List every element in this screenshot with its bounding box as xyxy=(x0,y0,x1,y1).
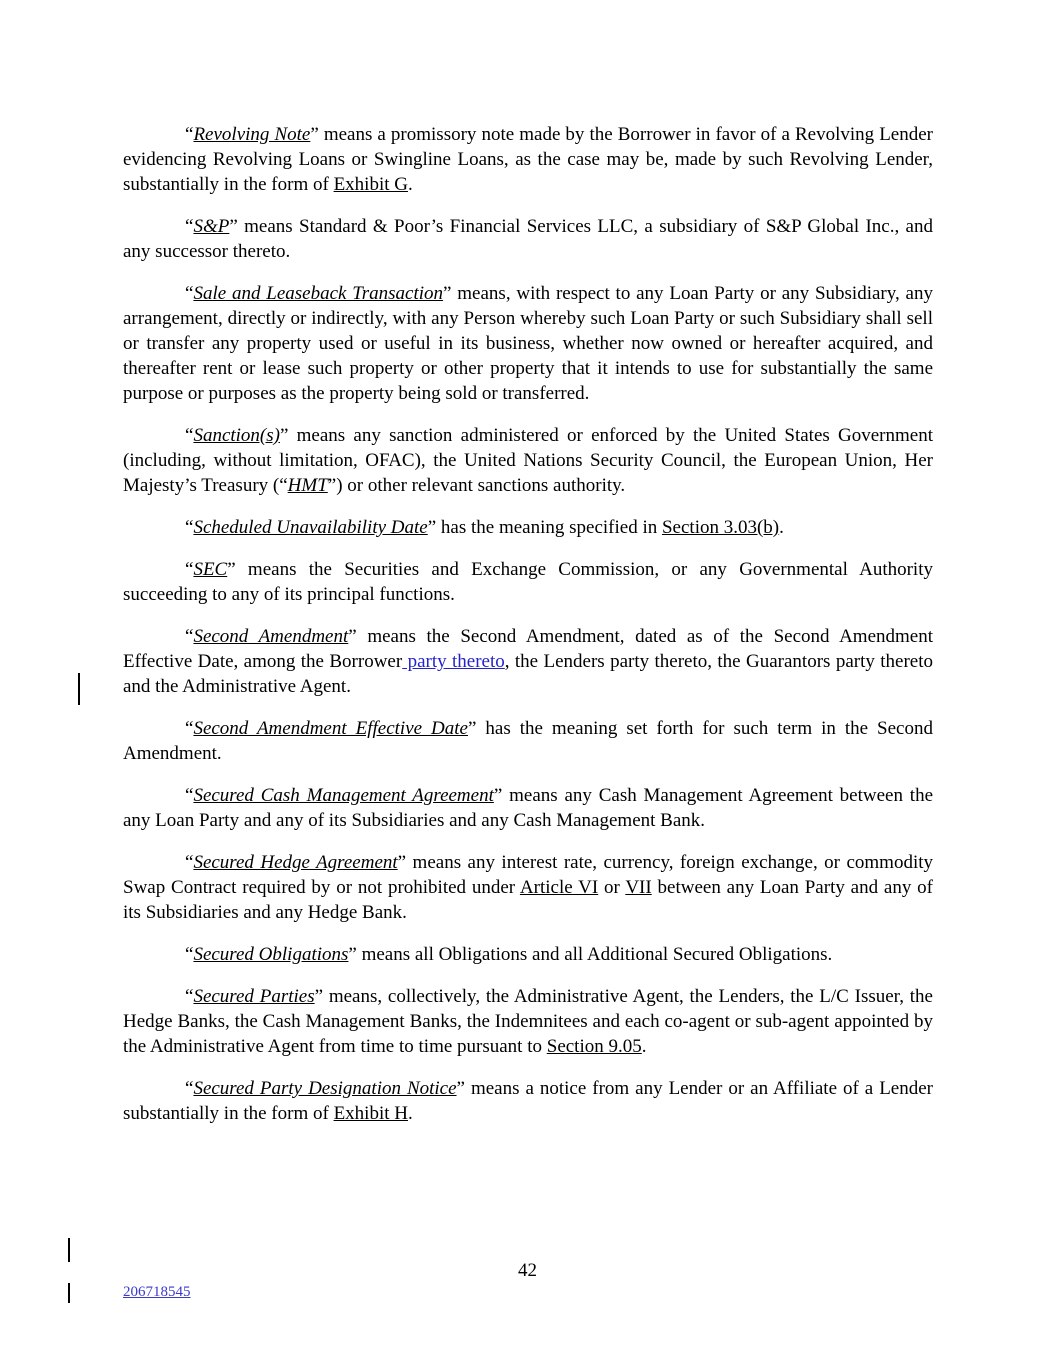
text-run: ” means any Cash Management Agreement between the any Loan Party and any of its Subsidiaries and any Cash Management Bank. xyxy=(123,785,933,831)
text-run: , the Lenders party thereto, the Guarantors party thereto and the Administrative Agent. xyxy=(123,651,933,697)
text-run: ” means a promissory note made by the Borrower in favor of a Revolving Lender evidencing Revolving Loans or Swingline Loans, as the case may be, made by such Revolving Lender, substantially in the form of xyxy=(123,124,933,195)
text-run: “ xyxy=(185,425,194,446)
definition-scheduled-unavailability-date xyxy=(123,515,933,540)
defined-term: SEC xyxy=(193,559,228,580)
definition-secured-parties xyxy=(123,984,933,1059)
cross-reference: Article VI xyxy=(519,877,599,898)
defined-term: Sanction(s) xyxy=(193,425,280,446)
text-run: “ xyxy=(185,216,194,237)
definition-secured-obligations xyxy=(123,942,933,967)
text-run: . xyxy=(779,517,784,538)
revision-change-bar xyxy=(68,1238,70,1262)
text-run: “ xyxy=(185,124,194,145)
defined-term: Secured Cash Management Agreement xyxy=(193,785,494,806)
defined-term: Secured Party Designation Notice xyxy=(193,1078,457,1099)
definition-second-amendment xyxy=(123,624,933,699)
definition-secured-hedge-agreement xyxy=(123,850,933,925)
defined-term: Sale and Leaseback Transaction xyxy=(193,283,444,304)
text-run: “ xyxy=(185,986,194,1007)
definition-sec xyxy=(123,557,933,607)
text-run: “ xyxy=(185,944,194,965)
cross-reference: Section 3.03(b) xyxy=(661,517,780,538)
text-run: “ xyxy=(185,626,194,647)
defined-term: HMT xyxy=(287,475,328,496)
text-run: “ xyxy=(185,283,194,304)
text-run: ” means the Second Amendment, dated as of the Second Amendment Effective Date, among the Borrower xyxy=(123,626,934,672)
definition-sanctions xyxy=(123,423,933,498)
cross-reference: Exhibit H xyxy=(333,1103,408,1124)
text-run: ” has the meaning specified in xyxy=(427,517,662,538)
text-run: ” means all Obligations and all Additional Secured Obligations. xyxy=(348,944,833,965)
text-run: ” means a notice from any Lender or an Affiliate of a Lender substantially in the form of xyxy=(123,1078,934,1124)
document-id-stamp: 206718545 xyxy=(123,1284,191,1300)
revision-change-bar xyxy=(68,1283,70,1303)
revision-change-bar xyxy=(78,673,80,705)
text-run: “ xyxy=(185,1078,194,1099)
cross-reference: VII xyxy=(625,877,652,898)
text-run: ” means the Securities and Exchange Commission, or any Governmental Authority succeeding to any of its principal functions. xyxy=(123,559,933,605)
text-run: ” means, collectively, the Administrative Agent, the Lenders, the L/C Issuer, the Hedge Banks, the Cash Management Banks, the Indemnitees and each co-agent or sub-agent appointed by the Administrative Agent from time to time pursuant to xyxy=(123,986,933,1057)
text-run: or xyxy=(598,877,626,898)
cross-reference: Exhibit G xyxy=(333,174,408,195)
text-run: “ xyxy=(185,559,194,580)
defined-term: Revolving Note xyxy=(193,124,311,145)
text-run: ” means, with respect to any Loan Party or any Subsidiary, any arrangement, directly or indirectly, with any Person whereby such Loan Party or such Subsidiary shall sell or transfer any property used or useful in its business, whether now owned or hereafter acquired, and thereafter rent or lease such property or other property that it intends to use for substantially the same purpose or purposes as the property being sold or transferred. xyxy=(123,283,933,404)
defined-term: S&P xyxy=(193,216,230,237)
defined-term: Scheduled Unavailability Date xyxy=(193,517,428,538)
cross-reference: Section 9.05 xyxy=(546,1036,642,1057)
text-run: between any Loan Party and any of its Subsidiaries and any Hedge Bank. xyxy=(123,877,933,923)
text-run: . xyxy=(641,1036,647,1057)
definition-sp xyxy=(123,214,933,264)
page-number: 42 xyxy=(518,1260,537,1281)
text-run: . xyxy=(407,174,413,195)
defined-term: Secured Obligations xyxy=(193,944,349,965)
text-run: ” means any sanction administered or enforced by the United States Government (including, without limitation, OFAC), the United Nations Security Council, the European Union, Her Majesty’s Treasury (“ xyxy=(123,425,933,496)
definition-second-amendment-effective-date xyxy=(123,716,933,766)
text-run: ” means Standard & Poor’s Financial Services LLC, a subsidiary of S&P Global Inc., and any successor thereto. xyxy=(123,216,933,262)
text-run: “ xyxy=(185,718,194,739)
definition-secured-cash-management-agreement xyxy=(123,783,933,833)
text-run: “ xyxy=(185,517,194,538)
defined-term: Secured Hedge Agreement xyxy=(193,852,398,873)
defined-term: Second Amendment Effective Date xyxy=(193,718,468,739)
document-body xyxy=(123,122,933,1143)
text-run: “ xyxy=(185,852,194,873)
definition-sale-and-leaseback-transaction xyxy=(123,281,933,406)
definition-secured-party-designation-notice xyxy=(123,1076,933,1126)
definition-revolving-note xyxy=(123,122,933,197)
text-run: ” has the meaning set forth for such term in the Second Amendment. xyxy=(123,718,933,764)
text-run: ”) or other relevant sanctions authority. xyxy=(327,475,626,496)
defined-term: Secured Parties xyxy=(193,986,315,1007)
defined-term: Second Amendment xyxy=(193,626,349,647)
text-run: ” means any interest rate, currency, foreign exchange, or commodity Swap Contract required by or not prohibited under xyxy=(123,852,933,898)
text-run: . xyxy=(407,1103,413,1124)
text-run: “ xyxy=(185,785,194,806)
inserted-text: party thereto xyxy=(402,651,505,672)
